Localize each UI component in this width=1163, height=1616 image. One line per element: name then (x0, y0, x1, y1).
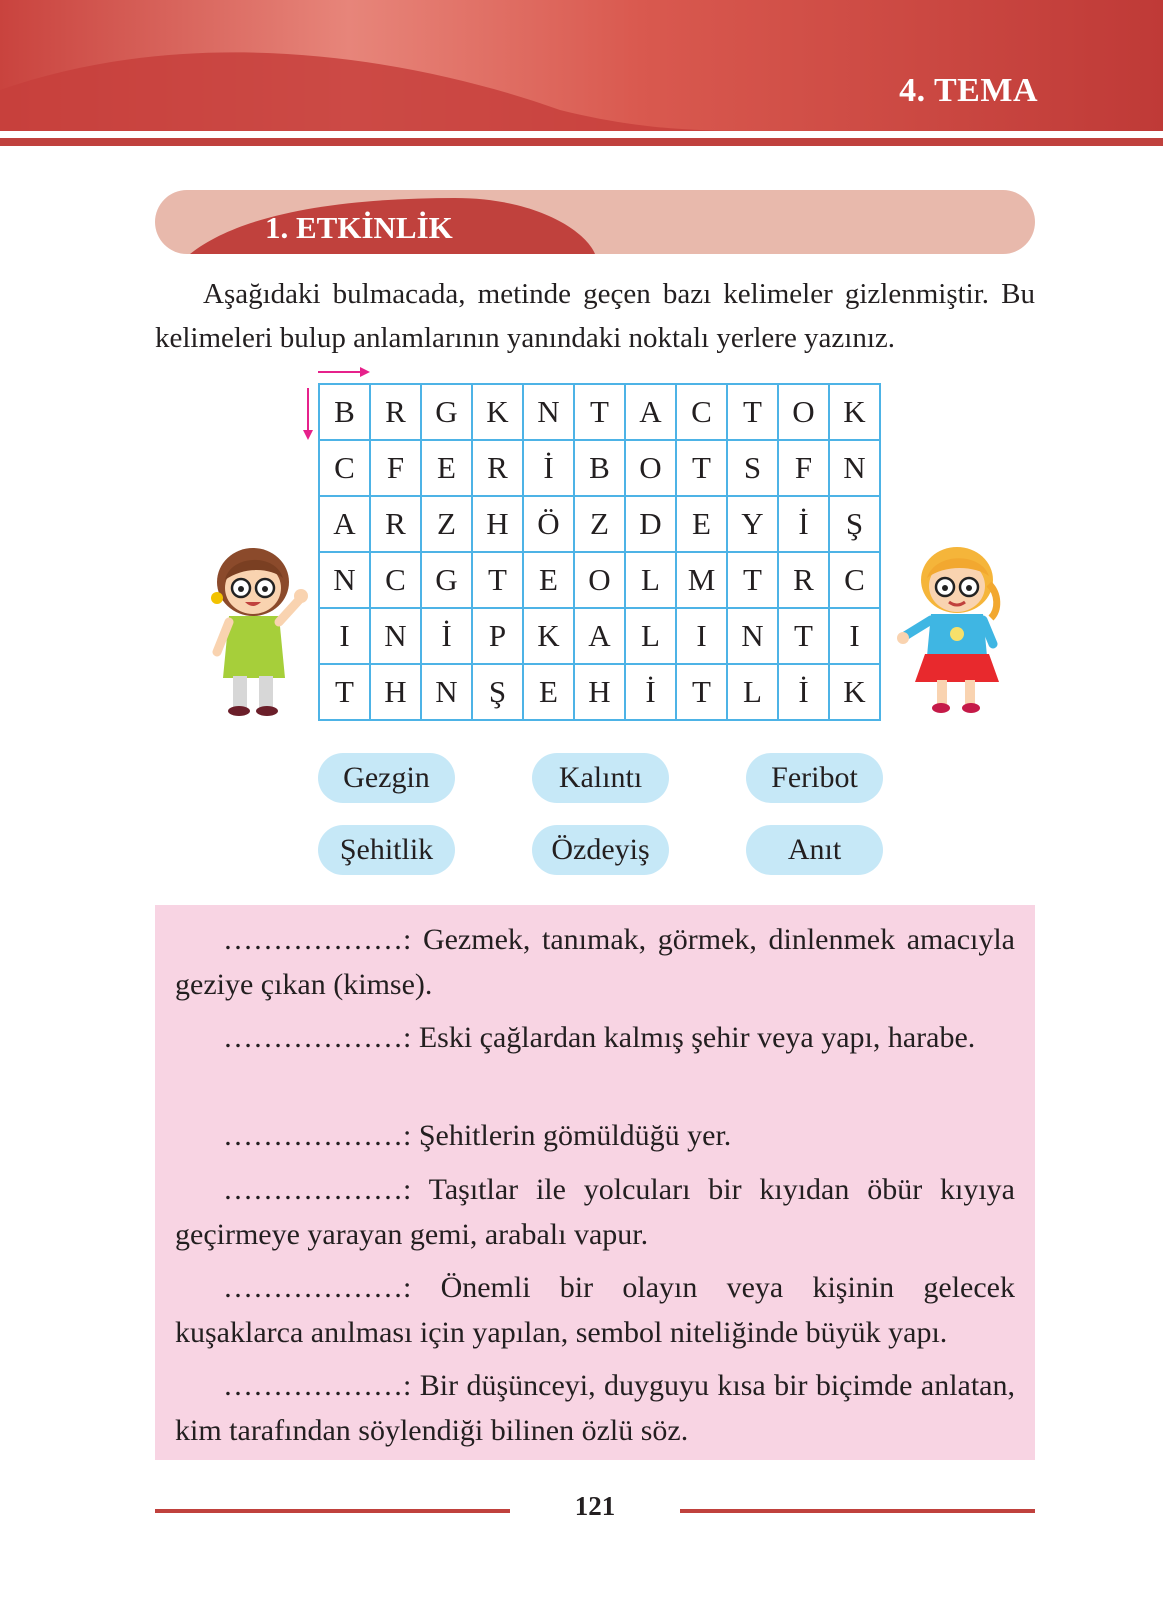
grid-cell: O (778, 384, 829, 440)
grid-cell: T (727, 552, 778, 608)
grid-row (319, 608, 880, 664)
grid-cell: H (574, 664, 625, 720)
grid-cell: İ (421, 608, 472, 664)
grid-cell: Z (421, 496, 472, 552)
grid-cell: E (523, 552, 574, 608)
grid-cell: N (319, 552, 370, 608)
grid-cell: P (472, 608, 523, 664)
grid-cell: Ş (472, 664, 523, 720)
grid-cell: I (829, 608, 880, 664)
grid-cell: R (472, 440, 523, 496)
grid-cell: E (676, 496, 727, 552)
definition-item: ………………: Bir düşünceyi, duyguyu kısa bir biçimde anlatan, kim tarafından söylendiği bilinen özlü söz. (175, 1369, 1015, 1447)
arrow-down-icon (302, 388, 314, 440)
grid-cell: A (625, 384, 676, 440)
word-bank-item: Kalıntı (532, 753, 669, 803)
definition-item: ………………: Önemli bir olayın veya kişinin gelecek kuşaklarca anılması için yapılan, sembol niteliğinde büyük yapı. (175, 1271, 1015, 1349)
grid-cell: K (523, 608, 574, 664)
grid-cell: T (676, 664, 727, 720)
word-bank (318, 753, 883, 883)
grid-cell: N (727, 608, 778, 664)
page-number: 121 (574, 1491, 616, 1521)
grid-cell: C (370, 552, 421, 608)
word-bank-item: Anıt (746, 825, 883, 875)
grid-row (319, 496, 880, 552)
grid-cell: K (472, 384, 523, 440)
word-bank-item: Özdeyiş (532, 825, 669, 875)
grid-cell: N (829, 440, 880, 496)
grid-cell: O (574, 552, 625, 608)
grid-cell: C (829, 552, 880, 608)
definitions-box (155, 905, 1035, 1460)
grid-cell: H (472, 496, 523, 552)
girl-waving-illustration (195, 540, 315, 720)
grid-cell: F (778, 440, 829, 496)
grid-cell: K (829, 664, 880, 720)
grid-cell: N (421, 664, 472, 720)
grid-cell: T (574, 384, 625, 440)
activity-title: 1. ETKİNLİK (265, 210, 453, 245)
grid-cell: Ö (523, 496, 574, 552)
grid-cell: E (523, 664, 574, 720)
definition-item: ………………: Şehitlerin gömüldüğü yer. (223, 1119, 732, 1152)
grid-cell: O (625, 440, 676, 496)
grid-cell: E (421, 440, 472, 496)
girl-smiling-illustration (895, 540, 1015, 720)
grid-cell: R (370, 384, 421, 440)
grid-cell: G (421, 552, 472, 608)
grid-cell: A (574, 608, 625, 664)
word-bank-item: Gezgin (318, 753, 455, 803)
grid-cell: M (676, 552, 727, 608)
grid-cell: L (727, 664, 778, 720)
theme-label: 4. TEMA (899, 72, 1038, 109)
grid-cell: B (574, 440, 625, 496)
definition-item: ………………: Eski çağlardan kalmış şehir veya yapı, harabe. (223, 1021, 976, 1054)
grid-cell: C (319, 440, 370, 496)
grid-cell: T (778, 608, 829, 664)
footer-line-right (680, 1509, 1035, 1513)
grid-cell: R (778, 552, 829, 608)
grid-cell: N (523, 384, 574, 440)
activity-instructions: Aşağıdaki bulmacada, metinde geçen bazı kelimeler gizlenmiştir. Bu kelimeleri bulup anlamlarının yanındaki noktalı yerlere yazınız. (155, 278, 1035, 354)
grid-cell: İ (625, 664, 676, 720)
grid-cell: F (370, 440, 421, 496)
grid-cell: Ş (829, 496, 880, 552)
grid-cell: İ (778, 496, 829, 552)
grid-cell: G (421, 384, 472, 440)
activity-title-bar (155, 190, 1035, 254)
grid-cell: N (370, 608, 421, 664)
grid-row (319, 440, 880, 496)
grid-row (319, 384, 880, 440)
grid-cell: İ (778, 664, 829, 720)
grid-cell: Z (574, 496, 625, 552)
grid-cell: T (727, 384, 778, 440)
header-banner (0, 0, 1163, 150)
grid-cell: K (829, 384, 880, 440)
word-search-grid (318, 383, 881, 721)
word-bank-item: Şehitlik (318, 825, 455, 875)
grid-cell: İ (523, 440, 574, 496)
grid-cell: L (625, 552, 676, 608)
grid-cell: A (319, 496, 370, 552)
grid-cell: I (319, 608, 370, 664)
grid-cell: C (676, 384, 727, 440)
grid-cell: H (370, 664, 421, 720)
grid-cell: T (472, 552, 523, 608)
word-bank-item: Feribot (746, 753, 883, 803)
grid-cell: I (676, 608, 727, 664)
arrow-right-icon (318, 366, 370, 378)
grid-cell: D (625, 496, 676, 552)
grid-cell: L (625, 608, 676, 664)
grid-cell: S (727, 440, 778, 496)
grid-cell: R (370, 496, 421, 552)
definition-item: ………………: Gezmek, tanımak, görmek, dinlenmek amacıyla geziye çıkan (kimse). (175, 923, 1015, 1001)
footer-line-left (155, 1509, 510, 1513)
grid-cell: Y (727, 496, 778, 552)
grid-cell: T (676, 440, 727, 496)
grid-row (319, 552, 880, 608)
grid-cell: T (319, 664, 370, 720)
definition-item: ………………: Taşıtlar ile yolcuları bir kıyıdan öbür kıyıya geçirmeye yarayan gemi, arabalı vapur. (175, 1173, 1015, 1251)
grid-row (319, 664, 880, 720)
grid-cell: B (319, 384, 370, 440)
